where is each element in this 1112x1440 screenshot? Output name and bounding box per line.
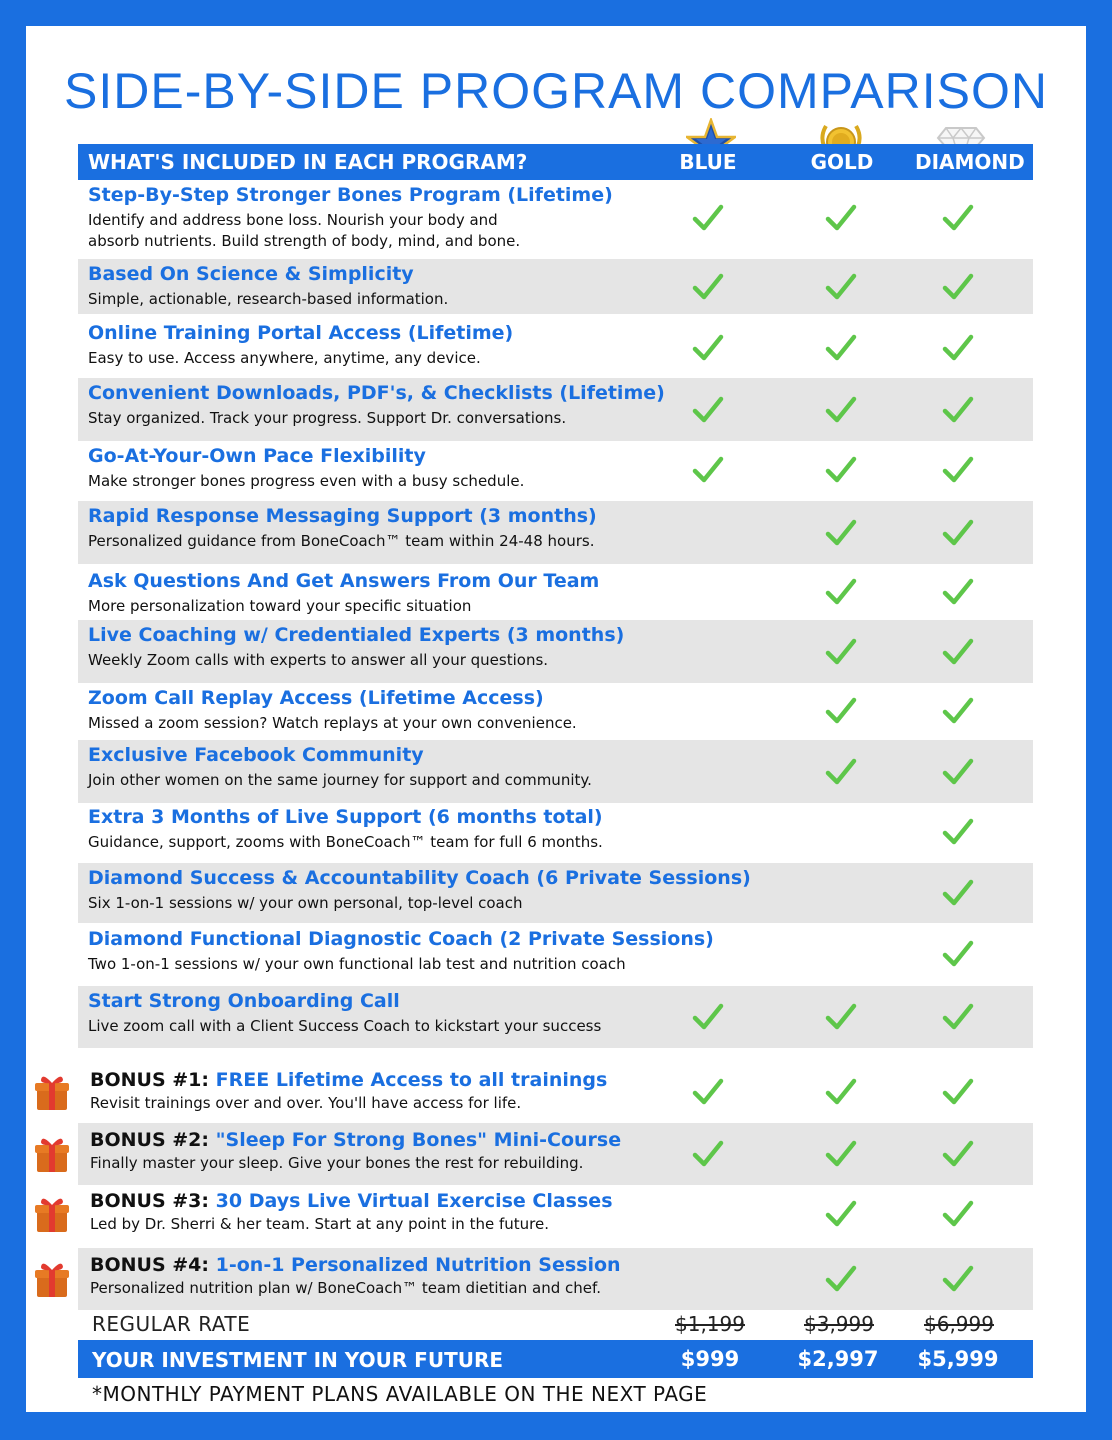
gift-icon xyxy=(32,1194,72,1234)
feature-description: absorb nutrients. Build strength of body, mind, and bone. xyxy=(88,232,521,250)
feature-title: Based On Science & Simplicity xyxy=(88,263,414,285)
checkmark-icon xyxy=(940,1074,976,1110)
page-title: SIDE-BY-SIDE PROGRAM COMPARISON xyxy=(64,63,1048,119)
checkmark-icon xyxy=(690,200,726,236)
checkmark-icon xyxy=(940,574,976,610)
feature-row xyxy=(78,180,1033,256)
feature-title: Exclusive Facebook Community xyxy=(88,744,424,766)
bonus-description: Personalized nutrition plan w/ BoneCoach™ team dietitian and chef. xyxy=(90,1279,601,1297)
feature-row xyxy=(78,924,1033,984)
bonus-prefix: BONUS #2: xyxy=(90,1129,210,1151)
feature-description: Guidance, support, zooms with BoneCoach™ team for full 6 months. xyxy=(88,833,603,851)
feature-description: Easy to use. Access anywhere, anytime, any device. xyxy=(88,349,481,367)
regular-rate-gold: $3,999 xyxy=(804,1312,874,1336)
gift-icon xyxy=(32,1134,72,1174)
header-label: WHAT'S INCLUDED IN EACH PROGRAM? xyxy=(88,150,528,174)
column-gold: GOLD xyxy=(810,150,874,174)
regular-rate-blue: $1,199 xyxy=(675,1312,745,1336)
feature-row xyxy=(78,566,1033,618)
feature-description: More personalization toward your specific situation xyxy=(88,597,472,615)
feature-description: Missed a zoom session? Watch replays at your own convenience. xyxy=(88,714,577,732)
checkmark-icon xyxy=(940,200,976,236)
bonus-row xyxy=(78,1063,1033,1121)
checkmark-icon xyxy=(823,693,859,729)
bonus-description: Led by Dr. Sherri & her team. Start at any point in the future. xyxy=(90,1215,549,1233)
checkmark-icon xyxy=(940,754,976,790)
investment-gold: $2,997 xyxy=(797,1347,879,1371)
checkmark-icon xyxy=(690,999,726,1035)
checkmark-icon xyxy=(690,1136,726,1172)
feature-description: Identify and address bone loss. Nourish your body and xyxy=(88,211,498,229)
feature-title: Go-At-Your-Own Pace Flexibility xyxy=(88,445,426,467)
checkmark-icon xyxy=(823,269,859,305)
bonus-name: FREE Lifetime Access to all trainings xyxy=(215,1069,608,1091)
comparison-page xyxy=(26,26,1086,1412)
bonus-prefix: BONUS #4: xyxy=(90,1254,210,1276)
investment-bar xyxy=(78,1340,1033,1378)
bonus-name: 30 Days Live Virtual Exercise Classes xyxy=(215,1190,613,1212)
feature-title: Ask Questions And Get Answers From Our Team xyxy=(88,570,600,592)
bonus-title xyxy=(90,1254,621,1276)
feature-row xyxy=(78,986,1033,1048)
feature-description: Make stronger bones progress even with a busy schedule. xyxy=(88,472,525,490)
feature-row xyxy=(78,318,1033,378)
checkmark-icon xyxy=(823,999,859,1035)
feature-title: Rapid Response Messaging Support (3 months) xyxy=(88,505,597,527)
bonus-row xyxy=(78,1123,1033,1185)
feature-description: Personalized guidance from BoneCoach™ team within 24-48 hours. xyxy=(88,532,595,550)
feature-row xyxy=(78,683,1033,738)
bonus-title xyxy=(90,1129,621,1151)
checkmark-icon xyxy=(823,515,859,551)
feature-description: Stay organized. Track your progress. Support Dr. conversations. xyxy=(88,409,567,427)
checkmark-icon xyxy=(690,392,726,428)
checkmark-icon xyxy=(940,1196,976,1232)
column-diamond: DIAMOND xyxy=(915,150,1025,174)
gift-icon xyxy=(32,1072,72,1112)
comparison-header xyxy=(78,144,1033,180)
bonus-row xyxy=(78,1248,1033,1310)
feature-row xyxy=(78,740,1033,803)
feature-description: Join other women on the same journey for support and community. xyxy=(88,771,592,789)
checkmark-icon xyxy=(940,875,976,911)
payment-plan-note: *MONTHLY PAYMENT PLANS AVAILABLE ON THE NEXT PAGE xyxy=(92,1382,708,1406)
bonus-name: "Sleep For Strong Bones" Mini-Course xyxy=(215,1129,622,1151)
checkmark-icon xyxy=(690,452,726,488)
checkmark-icon xyxy=(940,634,976,670)
checkmark-icon xyxy=(690,269,726,305)
checkmark-icon xyxy=(940,392,976,428)
bonus-prefix: BONUS #3: xyxy=(90,1190,210,1212)
feature-title: Online Training Portal Access (Lifetime) xyxy=(88,322,514,344)
checkmark-icon xyxy=(823,1196,859,1232)
checkmark-icon xyxy=(823,574,859,610)
feature-title: Step-By-Step Stronger Bones Program (Lifetime) xyxy=(88,184,613,206)
feature-row xyxy=(78,378,1033,441)
feature-description: Weekly Zoom calls with experts to answer all your questions. xyxy=(88,651,549,669)
checkmark-icon xyxy=(940,999,976,1035)
regular-rate-label: REGULAR RATE xyxy=(92,1312,251,1336)
checkmark-icon xyxy=(823,1261,859,1297)
investment-label: YOUR INVESTMENT IN YOUR FUTURE xyxy=(92,1348,504,1372)
checkmark-icon xyxy=(690,1074,726,1110)
checkmark-icon xyxy=(940,269,976,305)
checkmark-icon xyxy=(940,515,976,551)
regular-rate-diamond: $6,999 xyxy=(924,1312,994,1336)
checkmark-icon xyxy=(823,330,859,366)
feature-title: Start Strong Onboarding Call xyxy=(88,990,400,1012)
feature-row xyxy=(78,501,1033,564)
checkmark-icon xyxy=(823,754,859,790)
feature-title: Live Coaching w/ Credentialed Experts (3 months) xyxy=(88,624,625,646)
checkmark-icon xyxy=(823,200,859,236)
feature-row xyxy=(78,620,1033,683)
feature-row xyxy=(78,441,1033,499)
feature-description: Simple, actionable, research-based information. xyxy=(88,290,449,308)
checkmark-icon xyxy=(823,392,859,428)
feature-title: Diamond Functional Diagnostic Coach (2 Private Sessions) xyxy=(88,928,714,950)
bonus-description: Revisit trainings over and over. You'll have access for life. xyxy=(90,1094,522,1112)
investment-blue: $999 xyxy=(680,1347,740,1371)
bonus-title xyxy=(90,1190,613,1212)
checkmark-icon xyxy=(940,814,976,850)
bonus-description: Finally master your sleep. Give your bones the rest for rebuilding. xyxy=(90,1154,584,1172)
feature-description: Live zoom call with a Client Success Coach to kickstart your success xyxy=(88,1017,602,1035)
feature-description: Six 1-on-1 sessions w/ your own personal, top-level coach xyxy=(88,894,523,912)
checkmark-icon xyxy=(823,1136,859,1172)
feature-row xyxy=(78,863,1033,923)
feature-row xyxy=(78,259,1033,314)
checkmark-icon xyxy=(940,1261,976,1297)
checkmark-icon xyxy=(940,693,976,729)
feature-description: Two 1-on-1 sessions w/ your own functional lab test and nutrition coach xyxy=(88,955,626,973)
bonus-row xyxy=(78,1184,1033,1244)
feature-title: Zoom Call Replay Access (Lifetime Access) xyxy=(88,687,544,709)
checkmark-icon xyxy=(823,1074,859,1110)
checkmark-icon xyxy=(690,330,726,366)
feature-row xyxy=(78,802,1033,861)
checkmark-icon xyxy=(940,330,976,366)
checkmark-icon xyxy=(940,1136,976,1172)
column-blue: BLUE xyxy=(679,150,737,174)
checkmark-icon xyxy=(940,936,976,972)
bonus-name: 1-on-1 Personalized Nutrition Session xyxy=(215,1254,621,1276)
bonus-prefix: BONUS #1: xyxy=(90,1069,210,1091)
feature-title: Diamond Success & Accountability Coach (6 Private Sessions) xyxy=(88,867,751,889)
checkmark-icon xyxy=(940,452,976,488)
feature-title: Extra 3 Months of Live Support (6 months total) xyxy=(88,806,603,828)
checkmark-icon xyxy=(823,452,859,488)
gift-icon xyxy=(32,1259,72,1299)
checkmark-icon xyxy=(823,634,859,670)
bonus-title xyxy=(90,1069,607,1091)
investment-diamond: $5,999 xyxy=(917,1347,999,1371)
feature-title: Convenient Downloads, PDF's, & Checklists (Lifetime) xyxy=(88,382,665,404)
